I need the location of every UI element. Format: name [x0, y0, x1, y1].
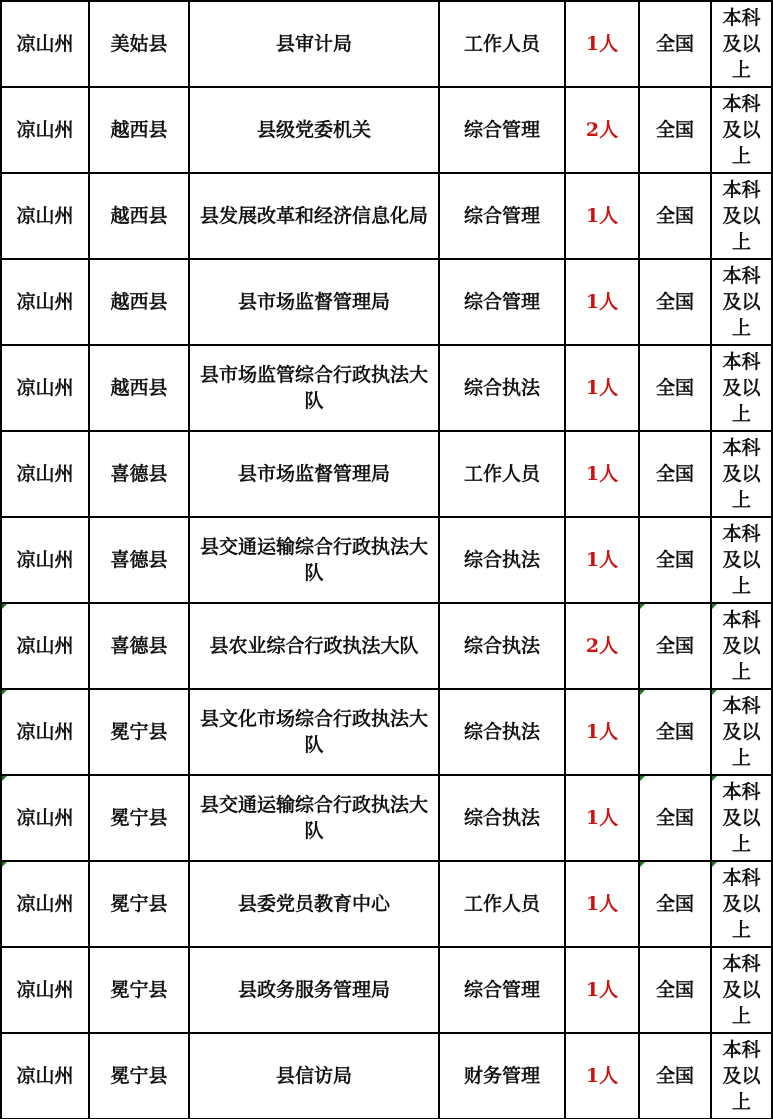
cell-post-text: 工作人员: [463, 33, 540, 55]
table-row: [1, 517, 772, 603]
table-row: [1, 947, 772, 1033]
cell-scope: [639, 603, 711, 689]
cell-county: [89, 947, 189, 1033]
cell-post: [439, 87, 565, 173]
cell-count: [565, 345, 639, 431]
cell-unit-text: 县市场监管综合行政执法大队: [199, 364, 428, 412]
cell-count-text: 1人: [585, 377, 619, 399]
cell-scope-text: 全国: [655, 979, 694, 1001]
cell-county-text: 越西县: [110, 119, 168, 141]
cell-count: [565, 173, 639, 259]
cell-prefecture-text: 凉山州: [16, 205, 74, 227]
cell-education: [711, 689, 772, 775]
cell-count-text: 1人: [585, 979, 619, 1001]
cell-unit-text: 县市场监督管理局: [237, 463, 390, 485]
cell-post-text: 综合管理: [463, 119, 540, 141]
cell-county-text: 越西县: [110, 377, 168, 399]
cell-county-text: 冕宁县: [110, 807, 168, 829]
cell-unit: [189, 259, 439, 345]
cell-scope: [639, 689, 711, 775]
cell-unit: [189, 689, 439, 775]
cell-county-text: 冕宁县: [110, 893, 168, 915]
error-marker-icon: [2, 862, 7, 867]
cell-unit-text: 县信访局: [275, 1065, 352, 1087]
table-row: [1, 173, 772, 259]
cell-post: [439, 345, 565, 431]
table-row: [1, 603, 772, 689]
cell-scope: [639, 87, 711, 173]
cell-prefecture: [1, 259, 89, 345]
cell-unit-text: 县政务服务管理局: [237, 979, 390, 1001]
cell-county-text: 越西县: [110, 291, 168, 313]
cell-scope-text: 全国: [655, 291, 694, 313]
cell-prefecture-text: 凉山州: [16, 1065, 74, 1087]
cell-post-text: 综合执法: [463, 635, 540, 657]
cell-prefecture: [1, 87, 89, 173]
cell-education-text: 本科及以上: [722, 867, 761, 941]
cell-prefecture-text: 凉山州: [16, 807, 74, 829]
cell-prefecture: [1, 947, 89, 1033]
cell-prefecture: [1, 775, 89, 861]
cell-county-text: 喜德县: [110, 549, 168, 571]
cell-county: [89, 775, 189, 861]
cell-education-text: 本科及以上: [722, 609, 761, 683]
cell-unit: [189, 775, 439, 861]
cell-education-text: 本科及以上: [722, 1039, 761, 1113]
cell-scope: [639, 517, 711, 603]
cell-education: [711, 775, 772, 861]
cell-prefecture: [1, 345, 89, 431]
cell-post-text: 综合管理: [463, 979, 540, 1001]
cell-county: [89, 517, 189, 603]
cell-prefecture: [1, 861, 89, 947]
cell-county: [89, 1, 189, 87]
cell-post: [439, 173, 565, 259]
cell-education: [711, 173, 772, 259]
cell-unit-text: 县农业综合行政执法大队: [209, 635, 419, 657]
cell-unit: [189, 947, 439, 1033]
table-row: [1, 775, 772, 861]
cell-county-text: 冕宁县: [110, 1065, 168, 1087]
cell-post-text: 综合执法: [463, 377, 540, 399]
cell-scope-text: 全国: [655, 721, 694, 743]
cell-unit: [189, 861, 439, 947]
cell-unit-text: 县文化市场综合行政执法大队: [199, 708, 428, 756]
table-row: [1, 1, 772, 87]
cell-county: [89, 87, 189, 173]
cell-count: [565, 947, 639, 1033]
cell-county: [89, 173, 189, 259]
cell-count-text: 1人: [585, 1065, 619, 1087]
cell-count: [565, 1, 639, 87]
table-row: [1, 1033, 772, 1119]
table-row: [1, 87, 772, 173]
cell-prefecture-text: 凉山州: [16, 377, 74, 399]
cell-education-text: 本科及以上: [722, 523, 761, 597]
cell-count: [565, 689, 639, 775]
cell-education: [711, 1033, 772, 1119]
cell-unit: [189, 603, 439, 689]
cell-post-text: 综合管理: [463, 205, 540, 227]
cell-education-text: 本科及以上: [722, 265, 761, 339]
cell-post-text: 综合执法: [463, 807, 540, 829]
cell-county-text: 冕宁县: [110, 979, 168, 1001]
table-row: [1, 689, 772, 775]
cell-count: [565, 861, 639, 947]
error-marker-icon: [2, 690, 7, 695]
error-marker-icon: [712, 776, 717, 781]
cell-scope-text: 全国: [655, 205, 694, 227]
cell-scope: [639, 1, 711, 87]
cell-education: [711, 345, 772, 431]
cell-count: [565, 431, 639, 517]
cell-scope-text: 全国: [655, 635, 694, 657]
cell-scope: [639, 431, 711, 517]
cell-post-text: 综合执法: [463, 721, 540, 743]
cell-scope-text: 全国: [655, 119, 694, 141]
cell-county: [89, 689, 189, 775]
cell-count-text: 1人: [585, 291, 619, 313]
cell-unit: [189, 1033, 439, 1119]
cell-post: [439, 431, 565, 517]
cell-post: [439, 603, 565, 689]
cell-prefecture: [1, 1033, 89, 1119]
cell-count: [565, 775, 639, 861]
cell-prefecture-text: 凉山州: [16, 979, 74, 1001]
cell-scope-text: 全国: [655, 893, 694, 915]
cell-post-text: 工作人员: [463, 893, 540, 915]
cell-post-text: 工作人员: [463, 463, 540, 485]
cell-scope: [639, 173, 711, 259]
cell-prefecture: [1, 1, 89, 87]
cell-prefecture-text: 凉山州: [16, 893, 74, 915]
cell-education: [711, 87, 772, 173]
cell-education-text: 本科及以上: [722, 695, 761, 769]
cell-scope-text: 全国: [655, 807, 694, 829]
cell-count-text: 1人: [585, 721, 619, 743]
cell-unit-text: 县交通运输综合行政执法大队: [199, 794, 428, 842]
cell-education: [711, 517, 772, 603]
table-row: [1, 861, 772, 947]
table-body: [1, 1, 772, 1119]
cell-count-text: 2人: [585, 119, 619, 141]
error-marker-icon: [640, 862, 645, 867]
cell-scope-text: 全国: [655, 33, 694, 55]
cell-post: [439, 689, 565, 775]
cell-prefecture-text: 凉山州: [16, 721, 74, 743]
cell-unit-text: 县交通运输综合行政执法大队: [199, 536, 428, 584]
cell-education: [711, 431, 772, 517]
cell-count: [565, 603, 639, 689]
cell-unit-text: 县级党委机关: [256, 119, 371, 141]
cell-education-text: 本科及以上: [722, 179, 761, 253]
cell-post: [439, 861, 565, 947]
cell-prefecture-text: 凉山州: [16, 119, 74, 141]
cell-county: [89, 1033, 189, 1119]
cell-post: [439, 259, 565, 345]
cell-count-text: 2人: [585, 635, 619, 657]
cell-county-text: 冕宁县: [110, 721, 168, 743]
cell-count-text: 1人: [585, 893, 619, 915]
cell-prefecture-text: 凉山州: [16, 33, 74, 55]
table-row: [1, 259, 772, 345]
cell-unit: [189, 431, 439, 517]
cell-unit: [189, 173, 439, 259]
cell-prefecture: [1, 603, 89, 689]
cell-post: [439, 1, 565, 87]
cell-post-text: 财务管理: [463, 1065, 540, 1087]
cell-scope-text: 全国: [655, 1065, 694, 1087]
cell-count: [565, 517, 639, 603]
cell-unit: [189, 87, 439, 173]
cell-post-text: 综合管理: [463, 291, 540, 313]
cell-unit: [189, 517, 439, 603]
cell-county: [89, 603, 189, 689]
error-marker-icon: [2, 604, 7, 609]
cell-count-text: 1人: [585, 463, 619, 485]
cell-post-text: 综合执法: [463, 549, 540, 571]
table-row: [1, 345, 772, 431]
cell-unit-text: 县审计局: [275, 33, 352, 55]
cell-county-text: 美姑县: [110, 33, 168, 55]
cell-county: [89, 345, 189, 431]
error-marker-icon: [2, 776, 7, 781]
cell-unit-text: 县发展改革和经济信息化局: [199, 205, 428, 227]
error-marker-icon: [712, 690, 717, 695]
cell-prefecture-text: 凉山州: [16, 635, 74, 657]
cell-scope: [639, 861, 711, 947]
error-marker-icon: [640, 776, 645, 781]
cell-scope: [639, 1033, 711, 1119]
cell-scope-text: 全国: [655, 549, 694, 571]
cell-count: [565, 259, 639, 345]
cell-county-text: 喜德县: [110, 635, 168, 657]
cell-scope: [639, 775, 711, 861]
cell-post: [439, 517, 565, 603]
cell-education-text: 本科及以上: [722, 781, 761, 855]
cell-count-text: 1人: [585, 33, 619, 55]
cell-scope-text: 全国: [655, 463, 694, 485]
cell-prefecture-text: 凉山州: [16, 463, 74, 485]
cell-education: [711, 259, 772, 345]
cell-unit-text: 县委党员教育中心: [237, 893, 390, 915]
cell-unit-text: 县市场监督管理局: [237, 291, 390, 313]
cell-count-text: 1人: [585, 807, 619, 829]
cell-education-text: 本科及以上: [722, 953, 761, 1027]
cell-prefecture: [1, 431, 89, 517]
error-marker-icon: [712, 862, 717, 867]
cell-education: [711, 947, 772, 1033]
cell-education-text: 本科及以上: [722, 93, 761, 167]
cell-education: [711, 603, 772, 689]
cell-education-text: 本科及以上: [722, 437, 761, 511]
cell-county: [89, 861, 189, 947]
cell-count: [565, 1033, 639, 1119]
cell-education-text: 本科及以上: [722, 7, 761, 81]
cell-unit: [189, 345, 439, 431]
cell-education-text: 本科及以上: [722, 351, 761, 425]
table-row: [1, 431, 772, 517]
cell-prefecture-text: 凉山州: [16, 549, 74, 571]
error-marker-icon: [712, 604, 717, 609]
cell-county: [89, 431, 189, 517]
cell-county-text: 喜德县: [110, 463, 168, 485]
cell-education: [711, 861, 772, 947]
error-marker-icon: [640, 604, 645, 609]
cell-post: [439, 947, 565, 1033]
cell-prefecture: [1, 517, 89, 603]
cell-county: [89, 259, 189, 345]
error-marker-icon: [640, 690, 645, 695]
cell-post: [439, 775, 565, 861]
cell-scope: [639, 345, 711, 431]
cell-post: [439, 1033, 565, 1119]
cell-count-text: 1人: [585, 549, 619, 571]
cell-county-text: 越西县: [110, 205, 168, 227]
cell-count: [565, 87, 639, 173]
cell-education: [711, 1, 772, 87]
cell-unit: [189, 1, 439, 87]
cell-prefecture-text: 凉山州: [16, 291, 74, 313]
cell-scope: [639, 259, 711, 345]
cell-scope: [639, 947, 711, 1033]
cell-count-text: 1人: [585, 205, 619, 227]
cell-prefecture: [1, 173, 89, 259]
cell-scope-text: 全国: [655, 377, 694, 399]
cell-prefecture: [1, 689, 89, 775]
